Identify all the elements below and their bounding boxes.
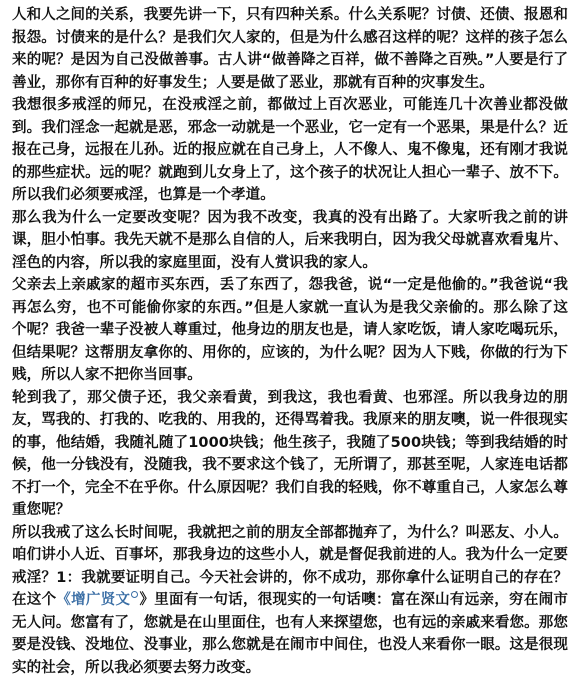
paragraph-2: 我想很多戒淫的师兄，在没戒淫之前，都做过上百次恶业，可能连几十次善业都没做到。我们淫念一起就是恶，邪念一动就是一个恶业，它一定有一个恶果，果是什么？近报在己身，远报在儿孙。近的报应就在自己身上，人不像人、鬼不像鬼，还有刚才我说的那些症状。远的呢？就跑到儿女身上了，这个孩子的状况让人担心一辈子、放不下。所以我们必须要戒淫，也算是一个孝道。 bbox=[12, 94, 568, 207]
paragraph-6-text-after-link: 》里面有一句话，很现实的一句话噢：富在深山有远亲，穷在闹市无人问。您富有了，您就是在山里面住，也有人来探望您，也有远的亲戚来看您。那您要是没钱、没地位、没事业，那么您就是在闹市中间住，也没人来看你一眼。这是很现实的社会，所以我必须要去努力改变。 bbox=[12, 592, 568, 676]
paragraph-6 bbox=[12, 522, 568, 679]
paragraph-4: 父亲去上亲戚家的超市买东西，丢了东西了，怨我爸，说“一定是他偷的。”我爸说“我再怎么穷，也不可能偷你家的东西。”但是人家就一直认为是我父亲偷的。那么除了这个呢？我爸一辈子没被人尊重过，他身边的朋友也是，请人家吃饭，请人家吃喝玩乐，但结果呢？这帮朋友拿你的、用你的，应该的，为什么呢？因为人下贱，你做的行为下贱，所以人家不把你当回事。 bbox=[12, 274, 568, 387]
paragraph-6-text-before-link: 所以我戒了这么长时间呢，我就把之前的朋友全部都抛弃了，为什么？叫恶友、小人。咱们讲小人近、百事坏，那我身边的这些小人，就是督促我前进的人。我为什么一定要戒淫？1：我就要证明自己。今天社会讲的，你不成功，那你拿什么证明自己的存在？在这个 bbox=[12, 525, 568, 609]
search-circle-icon[interactable] bbox=[131, 591, 138, 598]
book-link-zengguang-xianwen[interactable]: 《增广贤文 bbox=[56, 592, 130, 608]
paragraph-1: 人和人之间的关系，我要先讲一下，只有四种关系。什么关系呢？讨债、还债、报恩和报怨。讨债来的是什么？是我们欠人家的，但是为什么感召这样的呢？这样的孩子怎么来的呢？是因为自己没做善事。古人讲“做善降之百祥，做不善降之百殃。”人要是行了善业，那你有百种的好事发生；人要是做了恶业，那就有百种的灾事发生。 bbox=[12, 4, 568, 94]
paragraph-5: 轮到我了，那父债子还，我父亲看黄，到我这，我也看黄、也邪淫。所以我身边的朋友，骂我的、打我的、吃我的、用我的，还得骂着我。我原来的朋友噢，说一件很现实的事，他结婚，我随礼随了1000块钱；他生孩子，我随了500块钱；等到我结婚的时候，他一分钱没有，没随我，我不要求这个钱了，无所谓了，那甚至呢，人家连电话都不打一个，完全不在乎你。什么原因呢？我们自我的轻贱，你不尊重自己，人家怎么尊重您呢？ bbox=[12, 387, 568, 522]
paragraph-3: 那么我为什么一定要改变呢？因为我不改变，我真的没有出路了。大家听我之前的讲课，胆小怕事。我先天就不是那么自信的人，后来我明白，因为我父母就喜欢看鬼片、淫色的内容，所以我的家庭里面，没有人赏识我的家人。 bbox=[12, 207, 568, 275]
